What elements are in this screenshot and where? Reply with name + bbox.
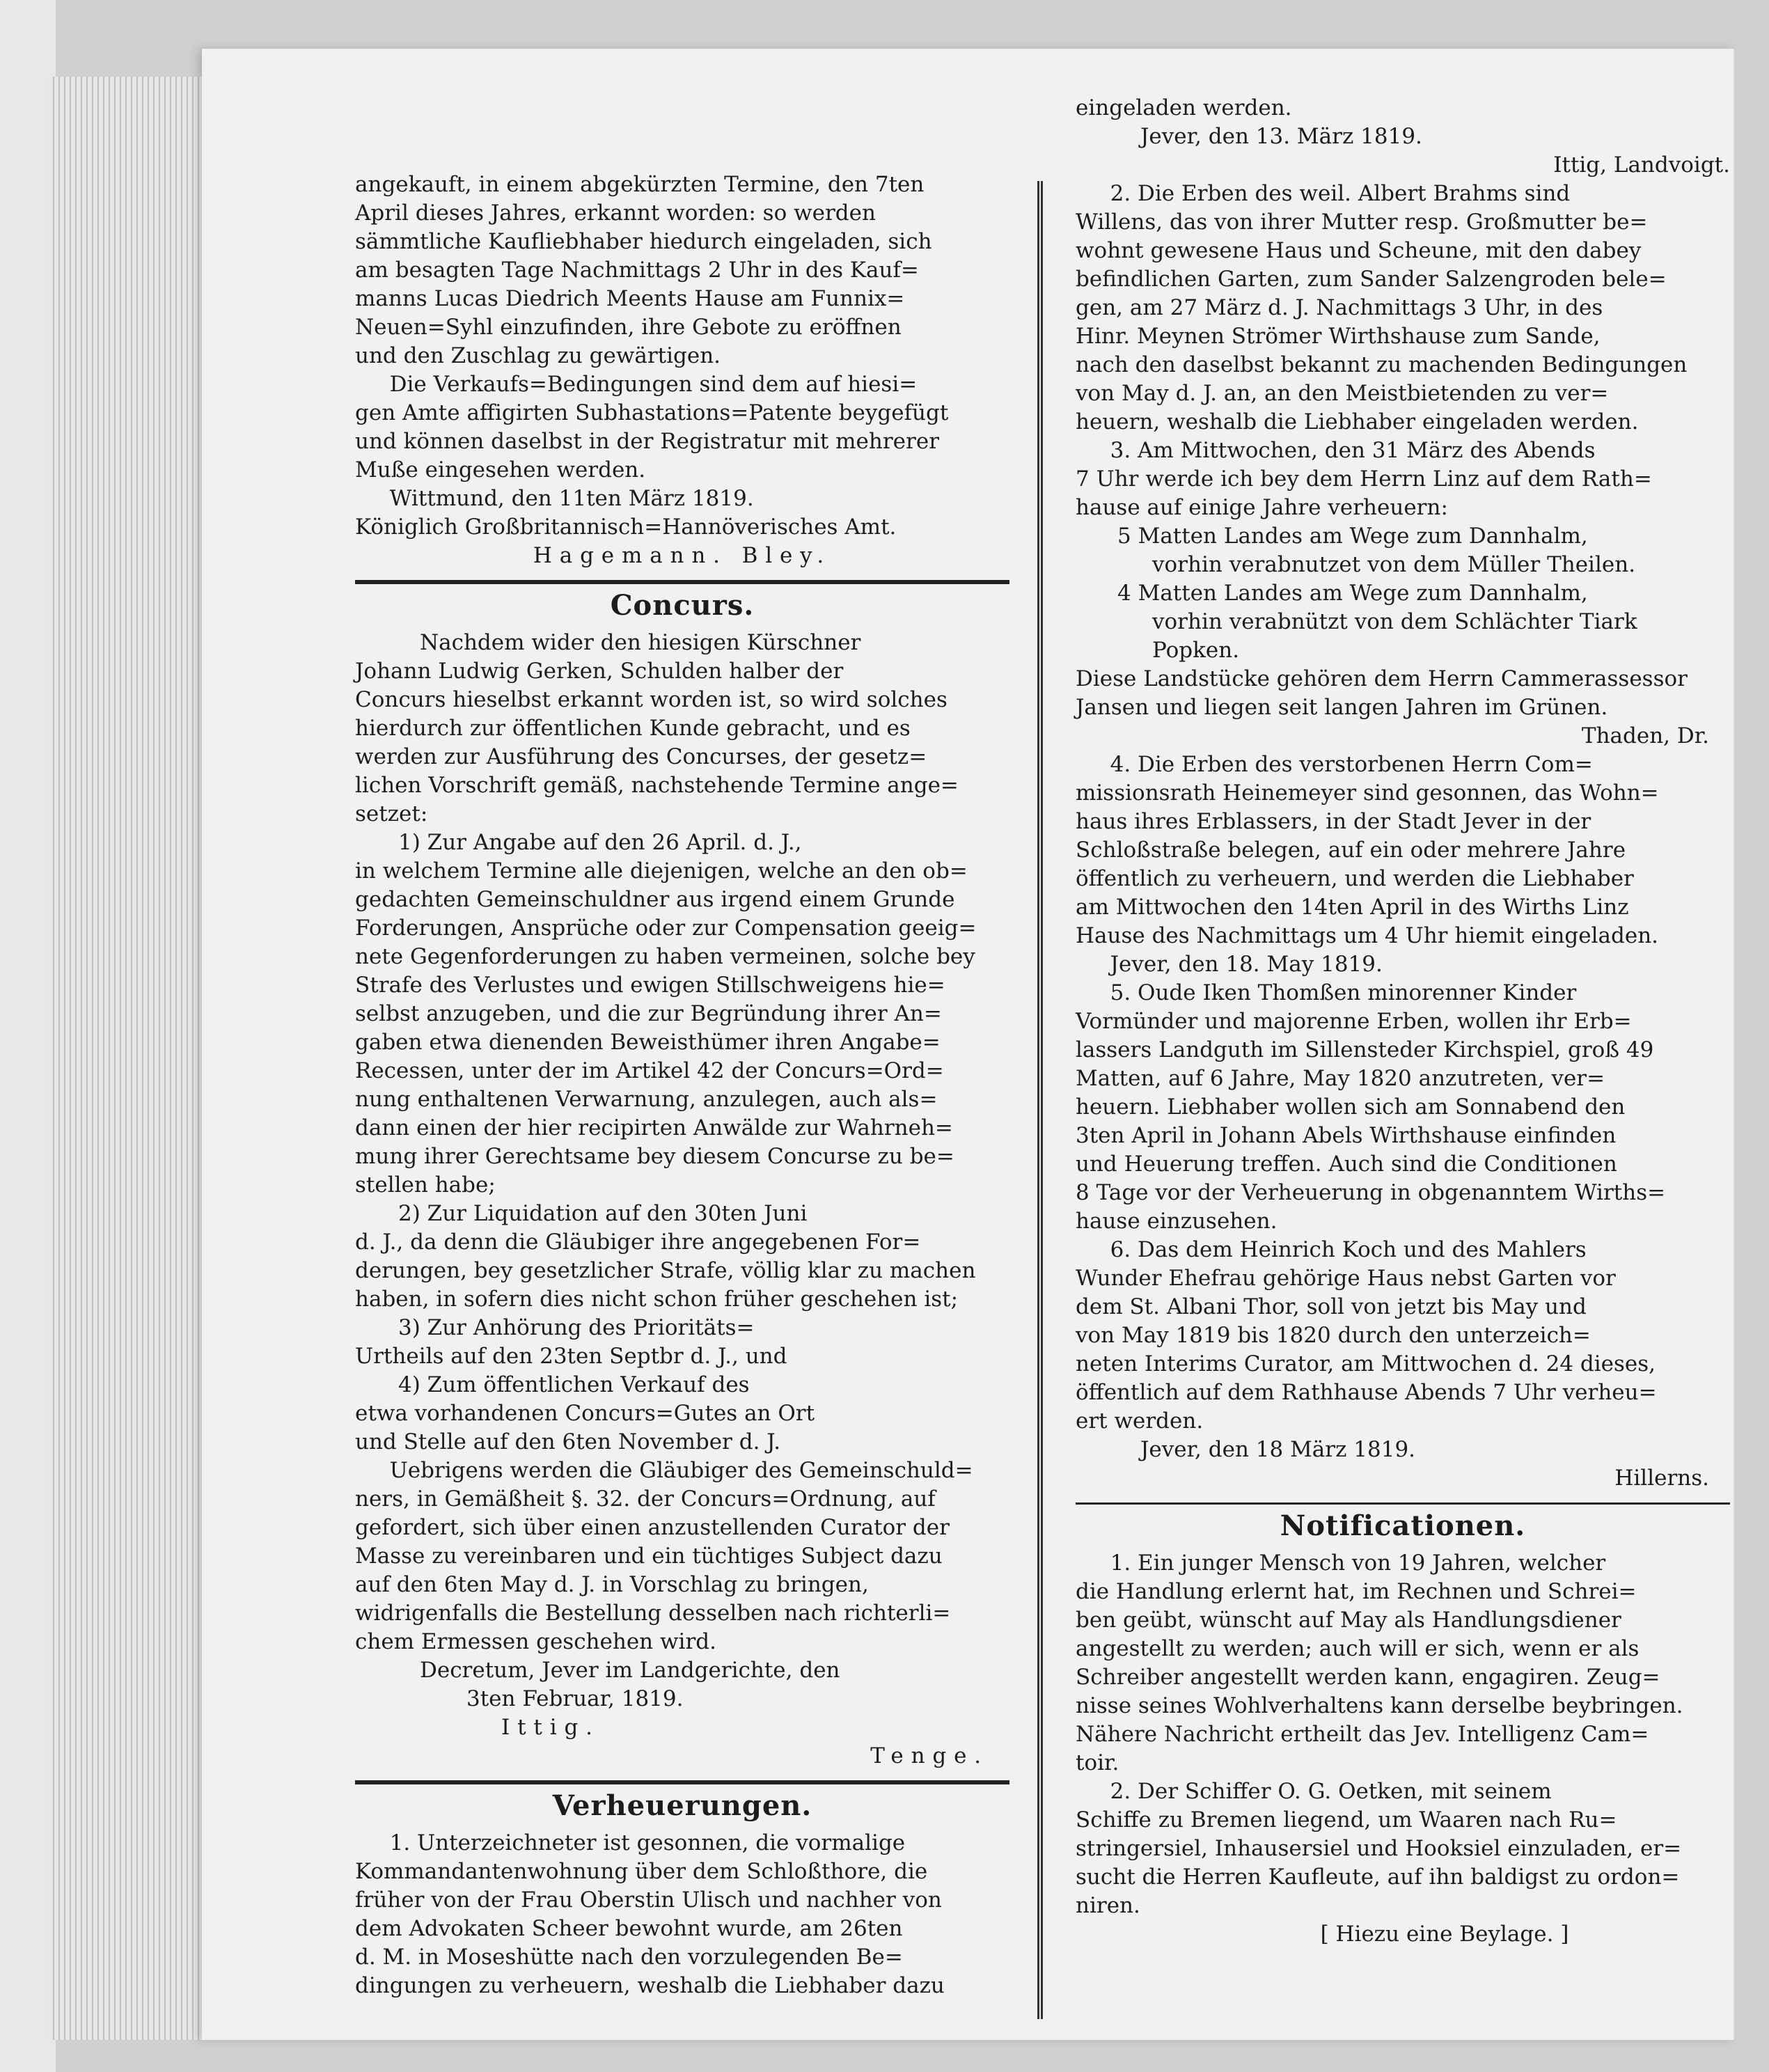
text-line: d. M. in Moseshütte nach den vorzulegenden Be=: [355, 1945, 903, 1970]
text-line: Hause des Nachmittags um 4 Uhr hiemit eingeladen.: [1076, 923, 1659, 948]
text-line: 3) Zur Anhörung des Prioritäts=: [398, 1315, 755, 1340]
newspaper-page: [202, 49, 1733, 2040]
dateline: Jever, den 18. May 1819.: [1110, 952, 1383, 977]
text-line: lichen Vorschrift gemäß, nachstehende Termine ange=: [355, 773, 959, 798]
text-line: gen Amte affigirten Subhastations=Patente beygefügt: [355, 400, 949, 425]
notification-1: [1076, 1549, 1730, 1777]
text-line: ners, in Gemäßheit §. 32. der Concurs=Ordnung, auf: [355, 1486, 936, 1512]
text-line: 3ten April in Johann Abels Wirthshause einfinden: [1076, 1123, 1617, 1148]
text-line: chem Ermessen geschehen wird.: [355, 1629, 716, 1654]
text-line: manns Lucas Diedrich Meents Hause am Funnix=: [355, 286, 905, 311]
text-line: hause einzusehen.: [1076, 1209, 1277, 1234]
supplement-note: [ Hiezu eine Beylage. ]: [1320, 1922, 1569, 1947]
text-line: früher von der Frau Oberstin Ulisch und nachher von: [355, 1887, 942, 1913]
text-line: setzet:: [355, 801, 428, 826]
office-name: Königlich Großbritannisch=Hannöverisches Amt.: [355, 515, 897, 540]
text-line: nete Gegenforderungen zu haben vermeinen, solche bey: [355, 944, 975, 969]
signer: Thaden, Dr.: [1581, 723, 1709, 748]
signer: Ittig, Landvoigt.: [1553, 152, 1730, 178]
text-line: Neuen=Syhl einzufinden, ihre Gebote zu eröffnen: [355, 315, 902, 340]
section-heading-notificationen: Notificationen.: [1280, 1509, 1526, 1542]
term-3: [355, 1314, 1009, 1371]
verheuerung-6: [1076, 1236, 1730, 1493]
dateline: Jever, den 18 März 1819.: [1140, 1437, 1416, 1462]
text-line: haus ihres Erblassers, in der Stadt Jever in der: [1076, 809, 1591, 834]
text-line: von May 1819 bis 1820 durch den unterzeich=: [1076, 1323, 1591, 1348]
signer-ittig: Ittig.: [501, 1715, 600, 1740]
text-line: Schiffe zu Bremen liegend, um Waaren nach Ru=: [1076, 1807, 1617, 1832]
text-line: sämmtliche Kaufliebhaber hiedurch eingeladen, sich: [355, 229, 932, 254]
text-line: Recessen, unter der im Artikel 42 der Concurs=Ord=: [355, 1058, 944, 1083]
verheuerung-5: [1076, 979, 1730, 1236]
dateline: Wittmund, den 11ten März 1819.: [389, 486, 754, 511]
text-line: dem St. Albani Thor, soll von jetzt bis May und: [1076, 1294, 1587, 1319]
text-line: widrigenfalls die Bestellung desselben nach richterli=: [355, 1601, 951, 1626]
term-1: [355, 829, 1009, 1200]
text-line: Vormünder und majorenne Erben, wollen ihr Erb=: [1076, 1009, 1632, 1034]
text-line: nach den daselbst bekannt zu machenden Bedingungen: [1076, 352, 1688, 377]
text-line: Johann Ludwig Gerken, Schulden halber der: [355, 659, 844, 684]
text-line: hierdurch zur öffentlichen Kunde gebracht, und es: [355, 716, 911, 741]
text-line: Diese Landstücke gehören dem Herrn Cammerassessor: [1076, 666, 1688, 691]
text-line: und können daselbst in der Registratur mit mehrerer: [355, 429, 940, 454]
text-line: 2. Die Erben des weil. Albert Brahms sind: [1110, 181, 1571, 206]
signer-tenge: Tenge.: [870, 1743, 989, 1768]
text-line: dingungen zu verheuern, weshalb die Liebhaber dazu: [355, 1973, 945, 1998]
text-line: gedachten Gemeinschuldner aus irgend einem Grunde: [355, 887, 955, 912]
text-line: stellen habe;: [355, 1172, 496, 1198]
text-line: sucht die Herren Kaufleute, auf ihn baldigst zu ordon=: [1076, 1865, 1680, 1890]
text-line: toir.: [1076, 1750, 1119, 1775]
text-line: werden zur Ausführung des Concurses, der gesetz=: [355, 744, 927, 769]
text-line: 1. Ein junger Mensch von 19 Jahren, welcher: [1110, 1551, 1606, 1576]
text-line: Forderungen, Ansprüche oder zur Compensation geeig=: [355, 916, 977, 941]
section-rule: [1076, 1502, 1730, 1505]
decretum: [355, 1656, 1009, 1713]
signer: Hillerns.: [1614, 1466, 1709, 1491]
intro-paragraph: [355, 171, 1009, 370]
text-line: Strafe des Verlustes und ewigen Stillschweigens hie=: [355, 973, 945, 998]
text-line: neten Interims Curator, am Mittwochen d. 24 dieses,: [1076, 1351, 1656, 1376]
section-heading-concurs: Concurs.: [610, 589, 755, 622]
text-line: stringersiel, Inhausersiel und Hooksiel einzuladen, er=: [1076, 1836, 1682, 1861]
left-column: [355, 171, 1009, 2000]
text-line: am Mittwochen den 14ten April in des Wirths Linz: [1076, 895, 1629, 920]
text-line: Nähere Nachricht ertheilt das Jev. Intelligenz Cam=: [1076, 1722, 1649, 1747]
text-line: missionsrath Heinemeyer sind gesonnen, das Wohn=: [1076, 780, 1659, 806]
text-line: 5. Oude Iken Thomßen minorenner Kinder: [1110, 980, 1577, 1005]
text-line: 8 Tage vor der Verheuerung in obgenanntem Wirths=: [1076, 1180, 1666, 1205]
text-line: Nachdem wider den hiesigen Kürschner: [420, 630, 861, 655]
text-line: Die Verkaufs=Bedingungen sind dem auf hiesi=: [389, 372, 918, 397]
text-line: dem Advokaten Scheer bewohnt wurde, am 26ten: [355, 1916, 903, 1941]
verheuerung-1: [355, 1829, 1009, 2000]
text-line: Hinr. Meynen Strömer Wirthshause zum Sande,: [1076, 324, 1601, 349]
text-line: Masse zu vereinbaren und ein tüchtiges Subject dazu: [355, 1544, 943, 1569]
text-line: mung ihrer Gerechtsame bey diesem Concurse zu be=: [355, 1144, 954, 1169]
text-line: selbst anzugeben, und die zur Begründung ihrer An=: [355, 1001, 942, 1026]
book-spine: [0, 0, 56, 2072]
text-line: und Stelle auf den 6ten November d. J.: [355, 1429, 781, 1454]
text-line: angestellt zu werden; auch will er sich, wenn er als: [1076, 1636, 1640, 1661]
text-line: 4. Die Erben des verstorbenen Herrn Com=: [1110, 752, 1593, 777]
section-heading-verheuerungen: Verheuerungen.: [552, 1789, 812, 1822]
text-line: 4) Zum öffentlichen Verkauf des: [398, 1372, 750, 1397]
text-line: Schloßstraße belegen, auf ein oder mehrere Jahre: [1076, 838, 1626, 863]
text-line: lassers Landguth im Sillensteder Kirchspiel, groß 49: [1076, 1037, 1654, 1062]
text-line: Decretum, Jever im Landgerichte, den: [420, 1658, 840, 1683]
text-line: Willens, das von ihrer Mutter resp. Großmutter be=: [1076, 210, 1648, 235]
text-line: derungen, bey gesetzlicher Strafe, völlig klar zu machen: [355, 1258, 976, 1283]
text-line: öffentlich zu verheuern, und werden die Liebhaber: [1076, 866, 1634, 891]
text-line: Concurs hieselbst erkannt worden ist, so wird solches: [355, 687, 948, 712]
signers: Hagemann. Bley.: [533, 543, 832, 568]
right-column: [1076, 94, 1730, 1949]
text-line: und den Zuschlag zu gewärtigen.: [355, 343, 721, 368]
text-line: am besagten Tage Nachmittags 2 Uhr in des Kauf=: [355, 258, 919, 283]
text-line: gen, am 27 März d. J. Nachmittags 3 Uhr, in des: [1076, 295, 1603, 320]
text-line: 2) Zur Liquidation auf den 30ten Juni: [398, 1201, 808, 1226]
verheuerung-3: [1076, 437, 1730, 751]
text-line: 6. Das dem Heinrich Koch und des Mahlers: [1110, 1237, 1587, 1262]
text-line: April dieses Jahres, erkannt worden: so werden: [355, 201, 876, 226]
term-2: [355, 1200, 1009, 1314]
section-rule: [355, 580, 1009, 584]
text-line: angekauft, in einem abgekürzten Termine, den 7ten: [355, 172, 925, 197]
section-rule: [355, 1780, 1009, 1784]
conditions-paragraph: [355, 370, 1009, 485]
text-line: die Handlung erlernt hat, im Rechnen und Schrei=: [1076, 1579, 1637, 1604]
text-line: 3. Am Mittwochen, den 31 März des Abends: [1110, 438, 1596, 463]
text-line: Schreiber angestellt werden kann, engagiren. Zeug=: [1076, 1665, 1660, 1690]
text-line: befindlichen Garten, zum Sander Salzengroden bele=: [1076, 267, 1667, 292]
text-line: gefordert, sich über einen anzustellenden Curator der: [355, 1515, 950, 1540]
text-line: öffentlich auf dem Rathhause Abends 7 Uhr verheu=: [1076, 1380, 1657, 1405]
text-line: niren.: [1076, 1893, 1140, 1918]
ueberigens-paragraph: [355, 1457, 1009, 1656]
text-line: 7 Uhr werde ich bey dem Herrn Linz auf dem Rath=: [1076, 466, 1652, 492]
list-item: 4 Matten Landes am Wege zum Dannhalm,: [1117, 581, 1588, 606]
text-line: nung enthaltenen Verwarnung, anzulegen, auch als=: [355, 1087, 938, 1112]
dateline: Jever, den 13. März 1819.: [1140, 124, 1422, 149]
list-item: Popken.: [1152, 638, 1240, 663]
verheuerung-2: [1076, 180, 1730, 437]
column-divider: [1037, 181, 1043, 2019]
text-line: 1) Zur Angabe auf den 26 April. d. J.,: [398, 830, 802, 855]
text-line: hause auf einige Jahre verheuern:: [1076, 495, 1448, 520]
text-line: Uebrigens werden die Gläubiger des Gemeinschuld=: [389, 1458, 973, 1483]
text-line: dann einen der hier recipirten Anwälde zur Wahrneh=: [355, 1115, 953, 1140]
text-line: gaben etwa dienenden Beweisthümer ihren Angabe=: [355, 1030, 941, 1055]
notification-2: [1076, 1777, 1730, 1920]
text-line: d. J., da denn die Gläubiger ihre angegebenen For=: [355, 1230, 921, 1255]
verheuerung-4: [1076, 751, 1730, 979]
text-line: Jansen und liegen seit langen Jahren im Grünen.: [1076, 695, 1608, 720]
text-line: Wunder Ehefrau gehörige Haus nebst Garten vor: [1076, 1266, 1616, 1291]
text-line: in welchem Termine alle diejenigen, welche an den ob=: [355, 858, 968, 884]
concurs-paragraph: [355, 629, 1009, 829]
list-item: 5 Matten Landes am Wege zum Dannhalm,: [1117, 524, 1588, 549]
text-line: ert werden.: [1076, 1408, 1204, 1434]
text-line: 1. Unterzeichneter ist gesonnen, die vormalige: [389, 1830, 906, 1855]
text-line: haben, in sofern dies nicht schon früher geschehen ist;: [355, 1287, 959, 1312]
list-item: vorhin verabnutzet von dem Müller Theilen.: [1152, 552, 1636, 577]
text-line: Muße eingesehen werden.: [355, 457, 646, 482]
text-line: ben geübt, wünscht auf May als Handlungsdiener: [1076, 1608, 1621, 1633]
text-line: auf den 6ten May d. J. in Vorschlag zu bringen,: [355, 1572, 869, 1597]
text-line: 3ten Februar, 1819.: [466, 1686, 684, 1711]
text-line: etwa vorhandenen Concurs=Gutes an Ort: [355, 1401, 815, 1426]
term-4: [355, 1371, 1009, 1457]
text-line: Kommandantenwohnung über dem Schloßthore, die: [355, 1859, 928, 1884]
text-line: 2. Der Schiffer O. G. Oetken, mit seinem: [1110, 1779, 1552, 1804]
text-line: eingeladen werden.: [1076, 95, 1292, 120]
text-line: Urtheils auf den 23ten Septbr d. J., und: [355, 1344, 787, 1369]
text-line: von May d. J. an, an den Meistbietenden zu ver=: [1076, 381, 1609, 406]
text-line: wohnt gewesene Haus und Scheune, mit den dabey: [1076, 238, 1642, 263]
text-line: Matten, auf 6 Jahre, May 1820 anzutreten, ver=: [1076, 1066, 1605, 1091]
text-line: nisse seines Wohlverhaltens kann derselbe beybringen.: [1076, 1693, 1683, 1718]
text-line: heuern. Liebhaber wollen sich am Sonnabend den: [1076, 1094, 1626, 1120]
list-item: vorhin verabnützt von dem Schlächter Tiark: [1152, 609, 1637, 634]
text-line: heuern, weshalb die Liebhaber eingeladen werden.: [1076, 409, 1639, 434]
text-line: und Heuerung treffen. Auch sind die Conditionen: [1076, 1152, 1617, 1177]
